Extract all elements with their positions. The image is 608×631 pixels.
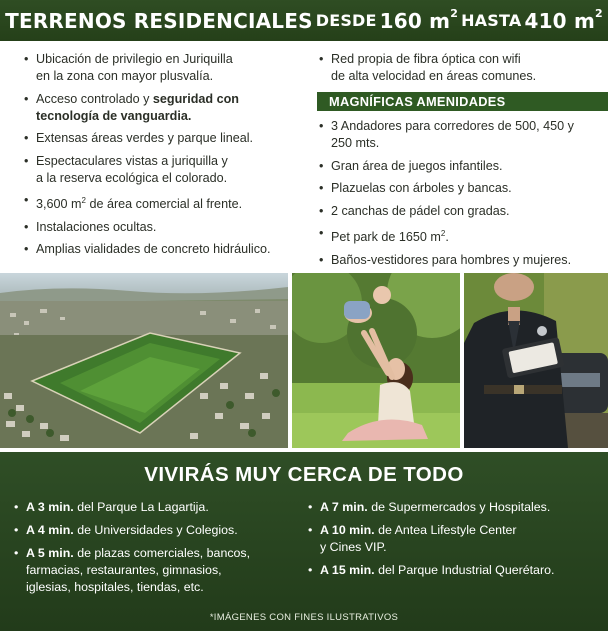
list-item: • A 10 min. de Antea Lifestyle Center y Cines VIP. (308, 522, 606, 556)
list-item: • Extensas áreas verdes y parque lineal. (22, 130, 294, 147)
list-item: • Espectaculares vistas a juriquilla y a la reserva ecológica el colorado. (22, 153, 294, 187)
amenities-title-bar (317, 92, 608, 111)
header-desde: DESDE (315, 11, 377, 30)
nearby-section (0, 452, 608, 631)
header-title: TERRENOS RESIDENCIALES (5, 8, 313, 33)
list-item: • Instalaciones ocultas. (22, 219, 294, 236)
footnote: *IMÁGENES CON FINES ILUSTRATIVOS (209, 612, 399, 623)
header-hasta: HASTA (461, 11, 522, 30)
list-item: • 3 Andadores para corredores de 500, 450 y 250 mts. (317, 118, 597, 152)
features-right-list (317, 51, 597, 91)
list-item: • Plazuelas con árboles y bancas. (317, 180, 597, 197)
list-item: • Amplias vialidades de concreto hidráulico. (22, 241, 294, 258)
aerial-development-photo (0, 273, 288, 448)
nearby-left-list (14, 499, 304, 602)
mother-and-baby-photo (292, 273, 460, 448)
amenities-list (317, 118, 597, 274)
header-max-size: 410 $m^2$ (524, 6, 603, 33)
page-header (0, 0, 608, 41)
list-item: • 3,600 $m^2$ de área comercial al frente. (22, 192, 294, 213)
list-item: • Baños-vestidores para hombres y mujeres. (317, 252, 597, 269)
list-item: • Pet park de 1650 $m^2$. (317, 225, 597, 246)
list-item: • Red propia de fibra óptica con wifi de alta velocidad en áreas comunes. (317, 51, 597, 85)
security-guard-photo (464, 273, 608, 448)
features-left-list (22, 51, 294, 264)
list-item: • A 3 min. del Parque La Lagartija. (14, 499, 304, 516)
list-item: • A 4 min. de Universidades y Colegios. (14, 522, 304, 539)
amenities-title: MAGNÍFICAS AMENIDADES (329, 94, 506, 109)
list-item: • A 5 min. de plazas comerciales, bancos, farmacias, restaurantes, gimnasios, iglesias, hospitales, tiendas, etc. (14, 545, 304, 596)
nearby-right-list (308, 499, 606, 585)
list-item: • A 15 min. del Parque Industrial Querétaro. (308, 562, 606, 579)
list-item: • Ubicación de privilegio en Juriquilla en la zona con mayor plusvalía. (22, 51, 294, 85)
list-item: • 2 canchas de pádel con gradas. (317, 203, 597, 220)
nearby-title: VIVIRÁS MUY CERCA DE TODO (144, 463, 464, 486)
list-item: • Gran área de juegos infantiles. (317, 158, 597, 175)
list-item: • A 7 min. de Supermercados y Hospitales. (308, 499, 606, 516)
header-min-size: 160 $m^2$ (379, 6, 459, 33)
list-item: • Acceso controlado y seguridad con tecnología de vanguardia. (22, 91, 294, 125)
